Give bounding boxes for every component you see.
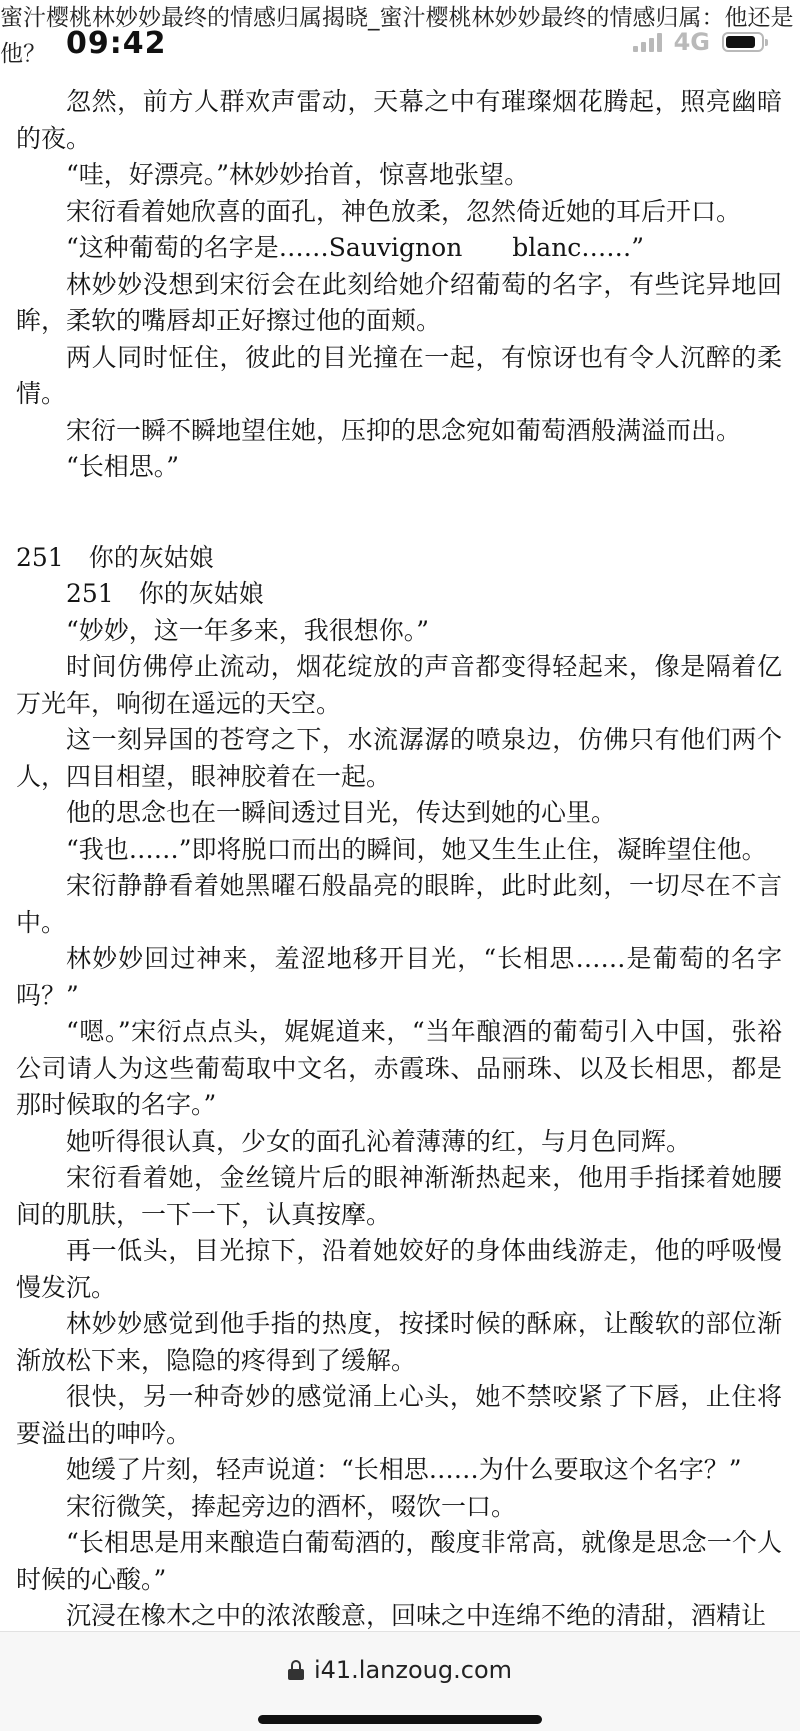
paragraph: “我也……”即将脱口而出的瞬间，她又生生止住，凝眸望住他。	[66, 834, 767, 864]
paragraph: 林妙妙感觉到他手指的热度，按揉时候的酥麻，让酸软的部位渐渐放松下来，隐隐的疼得到了缓解。	[16, 1309, 782, 1375]
paragraph: 宋衍看着她欣喜的面孔，神色放柔，忽然倚近她的耳后开口。	[66, 196, 742, 226]
paragraph: 忽然，前方人群欢声雷动，天幕之中有璀璨烟花腾起，照亮幽暗的夜。	[16, 87, 782, 153]
paragraph: “这种葡萄的名字是……Sauvignon blanc……”	[66, 233, 645, 262]
paragraph: 林妙妙没想到宋衍会在此刻给她介绍葡萄的名字，有些诧异地回眸，柔软的嘴唇却正好擦过他的面颊。	[16, 269, 782, 335]
paragraph: “嗯。”宋衍点点头，娓娓道来，“当年酿酒的葡萄引入中国，张裕公司请人为这些葡萄取中文名，赤霞珠、品丽珠、以及长相思，都是那时候取的名字。”	[16, 1017, 782, 1119]
section-gap	[0, 486, 800, 540]
chapter-heading: 251 你的灰姑娘	[16, 542, 214, 572]
paragraph: 再一低头，目光掠下，沿着她姣好的身体曲线游走，他的呼吸慢慢发沉。	[16, 1236, 782, 1302]
network-type: 4G	[673, 28, 710, 56]
browser-address-bar[interactable]	[0, 1631, 800, 1731]
paragraph: 宋衍微笑，捧起旁边的酒杯，啜饮一口。	[66, 1491, 517, 1521]
paragraph: 251 你的灰姑娘	[66, 579, 264, 608]
page-title: 蜜汁樱桃林妙妙最终的情感归属揭晓_蜜汁樱桃林妙妙最终的情感归属：他还是他？	[0, 5, 794, 67]
paragraph: “长相思是用来酿造白葡萄酒的，酸度非常高，就像是思念一个人时候的心酸。”	[16, 1528, 782, 1594]
paragraph: 宋衍看着她，金丝镜片后的眼神渐渐热起来，他用手指揉着她腰间的肌肤，一下一下，认真按摩。	[16, 1163, 782, 1229]
paragraph: 她缓了片刻，轻声说道：“长相思……为什么要取这个名字？”	[66, 1455, 742, 1484]
paragraph: 宋衍一瞬不瞬地望住她，压抑的思念宛如葡萄酒般满溢而出。	[66, 415, 742, 445]
url-text[interactable]: i41.lanzoug.com	[313, 1656, 513, 1684]
article-body	[0, 84, 800, 1631]
paragraph: 很快，另一种奇妙的感觉涌上心头，她不禁咬紧了下唇，止住将要溢出的呻吟。	[16, 1382, 782, 1448]
paragraph: 这一刻异国的苍穹之下，水流潺潺的喷泉边，仿佛只有他们两个人，四目相望，眼神胶着在一起。	[16, 725, 782, 791]
paragraph: 他的思念也在一瞬间透过目光，传达到她的心里。	[66, 798, 617, 827]
paragraph: “妙妙，这一年多来，我很想你。”	[66, 615, 430, 645]
paragraph: 林妙妙回过神来，羞涩地移开目光，“长相思……是葡萄的名字吗？”	[16, 944, 782, 1010]
paragraph: 宋衍静静看着她黑曜石般晶亮的眼眸，此时此刻，一切尽在不言中。	[16, 871, 782, 937]
paragraph: “长相思。”	[66, 452, 180, 481]
paragraph: 时间仿佛停止流动，烟花绽放的声音都变得轻起来，像是隔着亿万光年，响彻在遥远的天空。	[16, 652, 782, 718]
home-indicator[interactable]	[258, 1715, 542, 1724]
paragraph: “哇，好漂亮。”林妙妙抬首，惊喜地张望。	[66, 160, 530, 189]
url-row[interactable]	[0, 1656, 800, 1684]
paragraph: 两人同时怔住，彼此的目光撞在一起，有惊讶也有令人沉醉的柔情。	[16, 342, 782, 408]
status-time: 09:42	[66, 26, 167, 61]
paragraph: 沉浸在橡木之中的浓浓酸意，回味之中连绵不绝的清甜，酒精让	[66, 1601, 767, 1630]
article-section-2	[0, 576, 800, 1631]
lock-icon	[288, 1660, 304, 1680]
article-section-1	[0, 84, 800, 486]
paragraph: 她听得很认真，少女的面孔沁着薄薄的红，与月色同辉。	[66, 1126, 692, 1156]
